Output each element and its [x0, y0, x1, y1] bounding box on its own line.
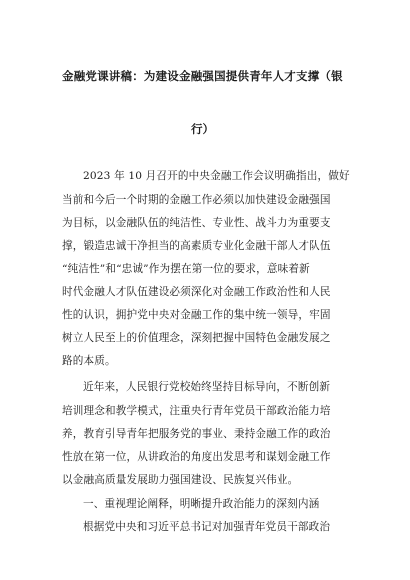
- paragraph-line: 性的认识，拥护党中央对金融工作的集中统一领导，牢固: [62, 309, 331, 321]
- paragraph-line: 以金融高质量发展助力强国建设、民族复兴伟业。: [62, 474, 299, 486]
- paragraph-line: “纯洁性”和“忠诚”作为摆在第一位的要求，意味着新: [62, 263, 310, 275]
- paragraph-line: 当前和今后一个时期的金融工作必须以加快建设金融强国: [62, 194, 331, 206]
- paragraph-line: 树立人民至上的价值理念，深刻把握中国特色金融发展之: [62, 332, 331, 344]
- document-title-continuation: 行）: [191, 122, 214, 136]
- section-heading: 一、重视理论阐释，明晰提升政治能力的深刻内涵: [83, 498, 320, 510]
- paragraph-line: 养，教育引导青年把服务党的事业、秉持金融工作的政治: [62, 428, 331, 440]
- paragraph-line: 路的本质。: [62, 355, 116, 367]
- document-title: 金融党课讲稿：为建设金融强国提供青年人才支撑（银: [62, 69, 343, 83]
- paragraph-line: 为目标，以金融队伍的纯洁性、专业性、战斗力为重要支: [62, 217, 331, 229]
- paragraph-line: 根据党中央和习近平总书记对加强青年党员干部政治: [83, 521, 331, 533]
- paragraph-line: 撑，锻造忠诚干净担当的高素质专业化金融干部人才队伍: [62, 240, 331, 252]
- paragraph-line: 培训理念和教学模式，注重央行青年党员干部政治能力培: [62, 405, 331, 417]
- paragraph-line: 近年来，人民银行党校始终坚持目标导向，不断创新: [83, 381, 331, 393]
- paragraph-line: 性放在第一位，从讲政治的角度出发思考和谋划金融工作: [62, 451, 331, 463]
- paragraph-line: 时代金融人才队伍建设必须深化对金融工作政治性和人民: [62, 286, 331, 298]
- paragraph-line: 2023 年 10 月召开的中央金融工作会议明确指出，做好: [83, 170, 350, 182]
